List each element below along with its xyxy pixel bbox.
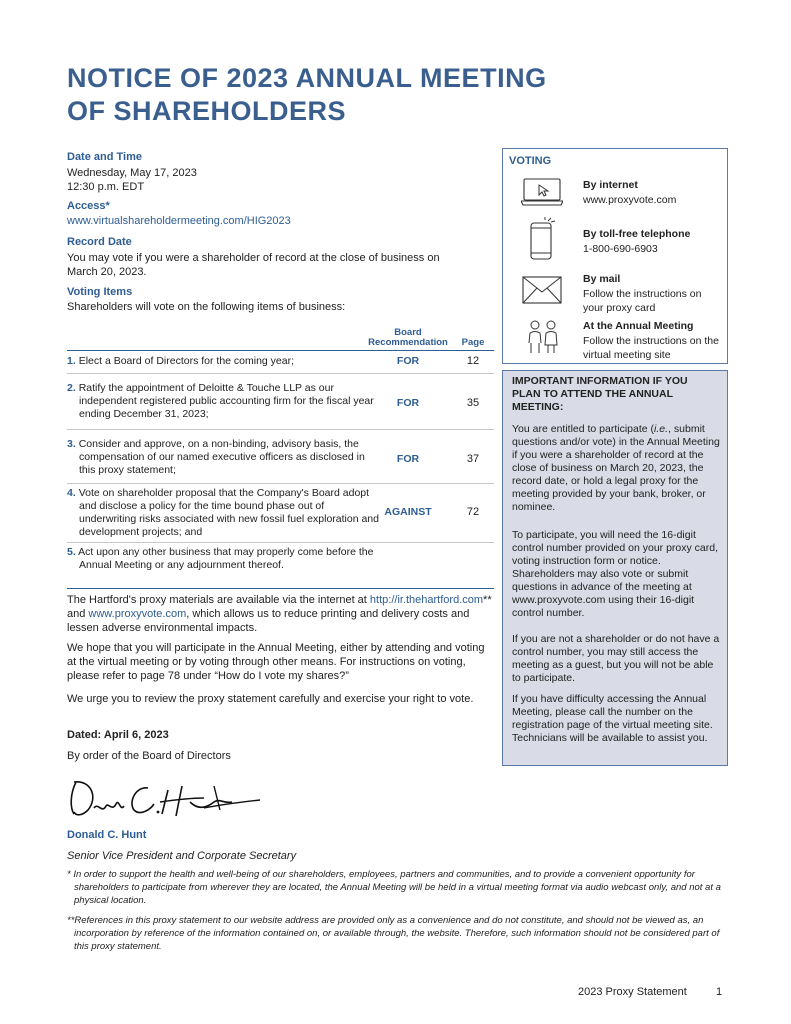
important-info-heading: IMPORTANT INFORMATION IF YOU PLAN TO ATTEND THE ANNUAL MEETING:: [512, 375, 688, 413]
laptop-cursor-icon: [521, 177, 563, 207]
phone-label: By toll-free telephone: [583, 228, 691, 240]
important-info-box: [502, 370, 728, 766]
item-number: 3.: [67, 438, 76, 450]
item-text: Act upon any other business that may properly come before the Annual Meeting or any adjournment thereof.: [78, 546, 374, 571]
date-time-label: Date and Time: [67, 151, 142, 163]
important-paragraph-4: If you have difficulty accessing the Annual Meeting, please call the number on the registration page of the virtual meeting site. Technicians will be available to assist you.: [512, 693, 713, 744]
meeting-time: 12:30 p.m. EDT: [67, 181, 145, 193]
footer-page-number: 1: [716, 986, 723, 998]
title-line-2: OF SHAREHOLDERS: [67, 96, 347, 126]
by-order-text: By order of the Board of Directors: [67, 750, 231, 762]
row-divider: [67, 429, 494, 430]
item-number: 5.: [67, 546, 76, 558]
item-1-page: 12: [466, 355, 480, 367]
p1-text-a: You are entitled to participate (: [512, 423, 655, 435]
important-paragraph-3: If you are not a shareholder or do not have a control number, you may still access the meeting as a guest, but you will not be able to participate.: [512, 633, 720, 684]
signatory-name: Donald C. Hunt: [67, 829, 147, 841]
people-icon: [525, 319, 561, 355]
page-column-header: Page: [461, 337, 485, 348]
access-label: Access*: [67, 200, 110, 212]
meeting-label: At the Annual Meeting: [583, 320, 694, 332]
signatory-title: Senior Vice President and Corporate Secretary: [67, 850, 297, 862]
voting-item-4: [67, 487, 379, 539]
materials-text-2: ** and: [67, 594, 492, 620]
materials-text-3: , which allows us to reduce printing and delivery costs and lessen adverse environmental impacts.: [67, 608, 470, 634]
important-paragraph-1: [512, 423, 722, 514]
footnote-virtual-meeting: * In order to support the health and well-being of our shareholders, employees, partners and communities, and to provide a convenient opportunity for shareholders to participate from wherever they are located, the Annual Meeting will be held in a virtual meeting format via audio webcast only, and not at a physical location.: [67, 869, 721, 906]
item-1-recommendation: FOR: [396, 355, 420, 367]
participation-text: We hope that you will participate in the Annual Meeting, either by attending and voting at the virtual meeting or by voting through other means. For instructions on voting, please refer to page 78 under “How do I vote my shares?”: [67, 642, 485, 682]
proxy-materials-text: [67, 593, 492, 635]
title-line-1: NOTICE OF 2023 ANNUAL MEETING: [67, 63, 547, 93]
envelope-icon: [521, 275, 563, 305]
item-number: 4.: [67, 487, 76, 499]
row-divider: [67, 542, 494, 543]
hartford-ir-link[interactable]: http://ir.thehartford.com: [369, 594, 484, 606]
voting-items-intro: Shareholders will vote on the following items of business:: [67, 301, 346, 313]
voting-item-3: [67, 438, 379, 477]
voting-box: [502, 148, 728, 364]
row-divider: [67, 483, 494, 484]
record-date-label: Record Date: [67, 236, 132, 248]
voting-item-5: [67, 546, 379, 572]
internet-label: By internet: [583, 179, 638, 191]
header-recommendation: Recommendation: [368, 337, 448, 348]
meeting-date: Wednesday, May 17, 2023: [67, 167, 197, 179]
footnote-website-reference: **References in this proxy statement to our website address are provided only as a convenience and do not constitute, and should not be viewed as, an incorporation by reference of the information contained on, or available through, the website. Therefore, such information should not be considered part of this proxy statement.: [67, 915, 720, 952]
item-4-page: 72: [466, 506, 480, 518]
page-title: [67, 62, 547, 128]
voting-heading: VOTING: [509, 155, 552, 167]
item-3-recommendation: FOR: [396, 453, 420, 465]
meeting-instructions: Follow the instructions on the virtual meeting site: [583, 335, 719, 361]
mail-instructions: Follow the instructions on your proxy card: [583, 288, 702, 314]
important-paragraph-2: To participate, you will need the 16-digit control number provided on your proxy card, voting instruction form or notice. Shareholders may also vote or submit questions in advance of the meeting at www.proxyvote.com using their 16-digit control number.: [512, 529, 719, 619]
voting-item-1: [67, 355, 379, 368]
mail-label: By mail: [583, 273, 621, 285]
voting-item-2: [67, 382, 379, 421]
item-2-recommendation: FOR: [396, 397, 420, 409]
item-text: Elect a Board of Directors for the coming year;: [78, 355, 295, 367]
dated-text: Dated: April 6, 2023: [67, 729, 169, 741]
row-divider: [67, 373, 494, 374]
record-date-text: You may vote if you were a shareholder of record at the close of business on March 20, 2023.: [67, 252, 440, 278]
smartphone-icon: [527, 217, 557, 263]
item-text: Consider and approve, on a non-binding, advisory basis, the compensation of our named executive officers as disclosed in this proxy statement;: [78, 438, 365, 476]
item-text: Ratify the appointment of Deloitte & Touche LLP as our independent registered public accounting firm for the fiscal year ending December 31, 2023;: [78, 382, 374, 420]
access-url-link[interactable]: www.virtualshareholdermeeting.com/HIG2023: [67, 215, 291, 227]
proxyvote-link[interactable]: www.proxyvote.com: [88, 608, 187, 620]
item-text: Vote on shareholder proposal that the Company's Board adopt and disclose a policy for the time bound phase out of underwriting risks associated with new fossil fuel exploration and development projects; and: [78, 487, 379, 538]
signature-image: [64, 772, 264, 824]
item-2-page: 35: [466, 397, 480, 409]
item-number: 2.: [67, 382, 76, 394]
materials-text-1: The Hartford's proxy materials are available via the internet at: [67, 594, 370, 606]
item-4-recommendation: AGAINST: [384, 506, 432, 518]
header-board: Board: [394, 327, 422, 338]
internet-url[interactable]: www.proxyvote.com: [583, 194, 677, 206]
footer-document-name: 2023 Proxy Statement: [578, 986, 687, 998]
table-top-rule: [67, 350, 494, 351]
voting-items-label: Voting Items: [67, 286, 133, 298]
urge-text: We urge you to review the proxy statement carefully and exercise your right to vote.: [67, 693, 474, 705]
board-recommendation-header: [363, 328, 453, 348]
table-bottom-rule: [67, 588, 494, 589]
item-number: 1.: [67, 355, 76, 367]
phone-number[interactable]: 1-800-690-6903: [583, 243, 658, 255]
p1-text-b: , submit questions and/or vote) in the Annual Meeting if you were a shareholder of record at the close of business on March 20, 2023, the record date, or hold a legal proxy for the meeting provided by your bank, broker, or nominee.: [512, 423, 720, 513]
p1-ie: i.e.: [654, 423, 669, 435]
item-3-page: 37: [466, 453, 480, 465]
